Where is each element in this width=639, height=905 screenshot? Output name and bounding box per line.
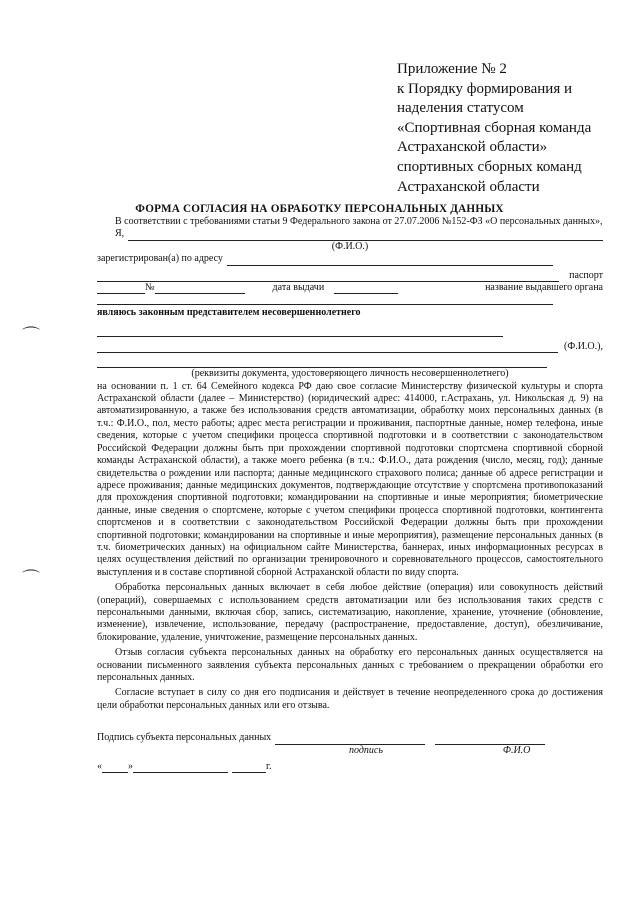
name-row: [115, 228, 603, 240]
appendix-line: наделения статусом: [397, 100, 524, 117]
signature-caption-row: [97, 745, 603, 757]
form-title: ФОРМА СОГЛАСИЯ НА ОБРАБОТКУ ПЕРСОНАЛЬНЫХ ДАННЫХ: [135, 203, 504, 215]
appendix-line: «Спортивная сборная команда: [397, 119, 592, 136]
month-field[interactable]: [133, 762, 228, 773]
signature-caption: подпись: [349, 744, 383, 756]
address-field-2[interactable]: [97, 271, 559, 282]
consent-paragraph: на основании п. 1 ст. 64 Семейного кодекса РФ даю свое согласие Министерству физической культуры и спорта Астраханской области (далее – Министерство) (юридический адрес: 414000, г.Астрахань, ул. Никольская д. 9) на автоматизированную, а также без использования средств автоматизации, обработку моих персональных данных (в т.ч.: Ф.И.О., пол, место работы; адрес места регистрации и проживания, паспортные данные, номер телефона, иные сведения, которые с учетом специфики процесса спортивной подготовки и в соответствии с законодательством Российской Федерации должны быть при прохождении спортивной подготовки спортсмена спортивной сборной команды Астраханской области), а также моего ребенка (в т.ч.: Ф.И.О., дата рождения (число, месяц, год); данные свидетельства о рождении или паспорта; данные медицинского страхового полиса; данные об адресе регистрации и адресе проживания; данные медицинских документов, подтверждающие отсутствие у спортсмена противопоказаний для прохождения спортивной подготовки; командировании на спортивные и иные мероприятия; биометрические данные, иные сведения о спортсмене, которые с учетом специфики процесса спортивной подготовки, контингента спортсменов и в соответствии с законодательством Российской Федерации должны быть при прохождении спортивной подготовки; командировании на спортивные и иные мероприятия), размещение персональных данных (в т.ч. биометрических данных) на официальном сайте Министерства, баннерах, иных информационных ресурсах в целях осуществления действий по организации тренировочного и соревновательного процессов, самостоятельного выступления и в составе спортивной сборной Астраханской области по виду спорта.: [97, 380, 603, 578]
minor-row-1: [97, 326, 603, 337]
appendix-line: Приложение № 2: [397, 61, 507, 77]
representative-label: являюсь законным представителем несовершеннолетнего: [97, 307, 361, 319]
issuer-row: [97, 294, 603, 305]
signature-field[interactable]: [275, 734, 425, 745]
address-field[interactable]: [227, 255, 553, 266]
minor-field-1[interactable]: [97, 326, 503, 337]
issue-date-field[interactable]: [334, 283, 398, 294]
minor-doc-field[interactable]: [97, 357, 547, 368]
address-row-2: [97, 270, 603, 282]
date-row: [97, 761, 603, 773]
issuer-label: название выдавшего органа: [485, 282, 603, 294]
year-field[interactable]: [232, 762, 266, 773]
fio-caption: (Ф.И.О.): [331, 240, 369, 252]
scan-mark-bottom: ⌒: [22, 569, 40, 589]
signature-row: [97, 732, 603, 744]
date-open: «: [97, 761, 102, 773]
withdrawal-paragraph: Отзыв согласия субъекта персональных данных на обработку его персональных данных осуществляется на основании письменного заявления субъекта персональных данных с требованием о прекращении обработки его персональных данных.: [97, 647, 603, 683]
passport-label: паспорт: [569, 269, 603, 281]
scan-mark-top: ⌒: [22, 326, 40, 346]
i-label: Я,: [115, 228, 125, 240]
appendix-line: Астраханской области»: [397, 139, 548, 156]
registered-label: зарегистрирован(а) по адресу: [97, 253, 223, 265]
appendix-header: [397, 60, 627, 197]
signature-label: Подпись субъекта персональных данных: [97, 732, 272, 744]
number-label: №: [145, 282, 155, 294]
appendix-line: спортивных сборных команд: [397, 158, 582, 175]
issuer-field[interactable]: [97, 294, 553, 305]
processing-paragraph: Обработка персональных данных включает в себя любое действие (операция) или совокупность действий (операций), совершаемых с использованием средств автоматизации или без использования таких средств с персональными данными, включая сбор, запись, систематизацию, накопление, хранение, уточнение (обновление, изменение), извлечение, использование, передачу (распространение, предоставление, доступ), обезличивание, блокирование, удаление, уничтожение, размещение персональных данных.: [97, 582, 603, 643]
passport-series-field[interactable]: [97, 283, 145, 294]
minor-row-3: [97, 357, 603, 368]
signature-fio-field[interactable]: [435, 734, 545, 745]
passport-row: [97, 282, 603, 294]
fio-field[interactable]: [128, 230, 603, 241]
address-row: [97, 253, 603, 265]
date-close: »: [128, 761, 133, 773]
validity-paragraph: Согласие вступает в силу со дня его подписания и действует в течение неопределенного срока до достижения цели обработки персональных данных или его отзыва.: [97, 687, 603, 711]
appendix-line: Астраханской области: [397, 178, 540, 195]
issue-date-label: дата выдачи: [272, 282, 325, 294]
year-suffix: г.: [266, 761, 272, 773]
intro-paragraph: В соответствии с требованиями статьи 9 Федерального закона от 27.07.2006 №152-ФЗ «О персональных данных»,: [115, 216, 603, 227]
passport-number-field[interactable]: [155, 283, 245, 294]
fio-caption-3: Ф.И.О: [502, 744, 531, 756]
minor-fio-field[interactable]: [97, 342, 558, 353]
doc-caption: (реквизиты документа, удостоверяющего личность несовершеннолетнего): [191, 368, 509, 380]
minor-row-2: [97, 341, 603, 353]
appendix-line: к Порядку формирования и: [397, 80, 573, 97]
day-field[interactable]: [102, 762, 128, 773]
fio-caption-2: (Ф.И.О.),: [563, 340, 603, 352]
form-body: [97, 216, 603, 773]
